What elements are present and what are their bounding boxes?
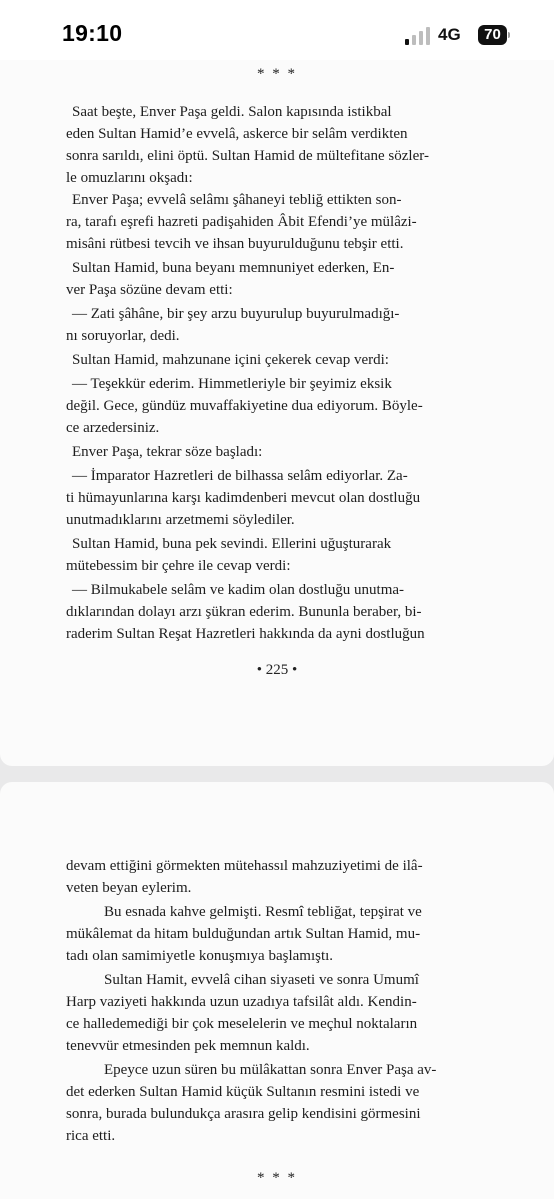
cellular-signal-icon: [405, 27, 431, 45]
section-separator: * * *: [257, 1170, 297, 1186]
text-line: sonra, burada bulundukça arasıra gelip kendisini görmesini: [66, 1106, 421, 1122]
status-time: 19:10: [62, 20, 123, 46]
network-type-label: 4G: [438, 25, 461, 44]
text-line: mütebessim bir çehre ile cevap verdi:: [66, 558, 291, 574]
text-line: — İmparator Hazretleri de bilhassa selâm ediyorlar. Za-: [72, 468, 408, 484]
text-line: ti hümayunlarına karşı kadimdenberi mevcut olan dostluğu: [66, 490, 421, 506]
text-line: ce arzedersiniz.: [66, 420, 160, 436]
text-line: Sultan Hamid, mahzunane içini çekerek cevap verdi:: [72, 352, 389, 368]
text-line: raderim Sultan Reşat Hazretleri hakkında da ayni dostluğun: [66, 626, 425, 642]
text-line: Sultan Hamit, evvelâ cihan siyaseti ve sonra Umumî: [104, 972, 419, 988]
book-page-next: [0, 782, 554, 1199]
text-line: eden Sultan Hamid’e evvelâ, askerce bir selâm verdikten: [66, 126, 408, 142]
text-line: Sultan Hamid, buna beyanı memnuniyet ederken, En-: [72, 260, 395, 276]
text-line: rica etti.: [66, 1128, 116, 1144]
text-line: sonra sarıldı, elini öptü. Sultan Hamid de mültefitane sözler-: [66, 148, 429, 164]
text-line: değil. Gece, gündüz muvaffakiyetine dua ediyorum. Böyle-: [66, 398, 423, 414]
text-line: Bu esnada kahve gelmişti. Resmî tebliğat, tepşirat ve: [104, 904, 422, 920]
text-line: ce halledemediği bir çok meselelerin ve meçhul noktaların: [66, 1016, 418, 1032]
text-line: nı soruyorlar, dedi.: [66, 328, 180, 344]
text-line: ver Paşa sözüne devam etti:: [66, 282, 233, 298]
book-page-225: [0, 60, 554, 766]
battery-icon: [478, 25, 510, 45]
text-line: Saat beşte, Enver Paşa geldi. Salon kapısında istikbal: [72, 104, 392, 120]
text-line: det ederken Sultan Hamid küçük Sultanın resmini istedi ve: [66, 1084, 420, 1100]
text-line: Epeyce uzun süren bu mülâkattan sonra Enver Paşa av-: [104, 1062, 437, 1078]
text-line: veten beyan eylerim.: [66, 880, 192, 896]
text-line: — Zati şâhâne, bir şey arzu buyurulup buyurulmadığı-: [72, 306, 400, 322]
text-line: mükâlemat da hitam bulduğundan artık Sultan Hamid, mu-: [66, 926, 421, 942]
battery-level: 70: [484, 26, 501, 43]
text-line: Enver Paşa, tekrar söze başladı:: [72, 444, 263, 460]
text-line: misâni rütbesi tevcih ve ihsan buyurulduğunu tebşir etti.: [66, 236, 404, 252]
text-line: tenevvür etmesinden pek memnun kaldı.: [66, 1038, 310, 1054]
text-line: Sultan Hamid, buna pek sevindi. Ellerini uğuşturarak: [72, 536, 392, 552]
text-line: — Teşekkür ederim. Himmetleriyle bir şeyimiz eksik: [72, 376, 392, 392]
text-line: devam ettiğini görmekten mütehassıl mahzuziyetimi de ilâ-: [66, 858, 423, 874]
text-line: ra, tarafı eşrefi hazreti padişahiden Âbit Efendi’ye mülâzi-: [66, 214, 417, 230]
text-line: unutmadıklarını arzetmemi söylediler.: [66, 512, 295, 528]
text-line: dıklarından dolayı arzı şükran ederim. Bununla beraber, bi-: [66, 604, 422, 620]
text-line: Harp vaziyeti hakkında uzun uzadıya tafsilât aldı. Kendin-: [66, 994, 417, 1010]
text-line: le omuzlarını okşadı:: [66, 170, 193, 186]
text-line: tadı olan samimiyetle konuşmıya başlamıştı.: [66, 948, 334, 964]
text-line: Enver Paşa; evvelâ selâmı şâhaneyi tebliğ ettikten son-: [72, 192, 402, 208]
section-separator: * * *: [257, 66, 297, 82]
text-line: — Bilmukabele selâm ve kadim olan dostluğu unutma-: [72, 582, 405, 598]
status-bar: [0, 0, 554, 60]
page-number: • 225 •: [256, 662, 298, 678]
